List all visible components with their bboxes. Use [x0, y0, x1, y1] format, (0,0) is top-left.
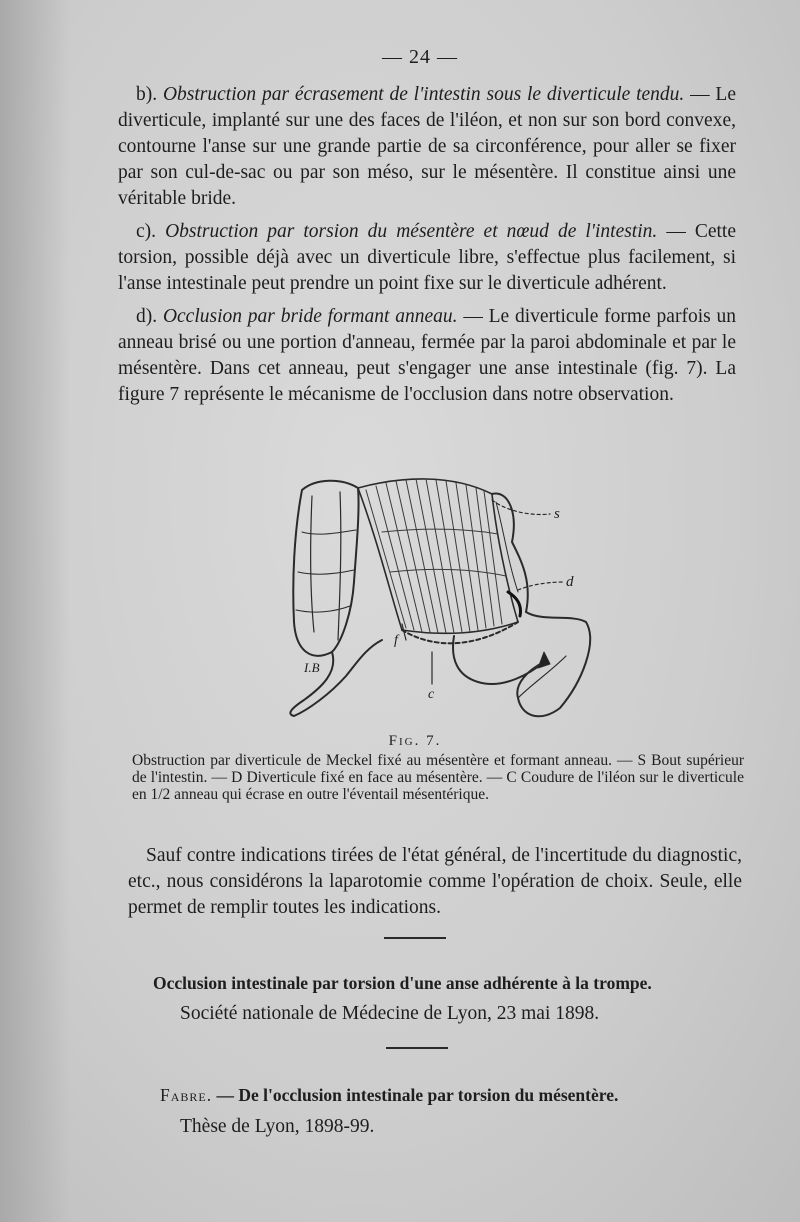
- left-intestine-loop: [293, 481, 358, 656]
- figure-title: [0, 733, 800, 750]
- reference-2-source: Thèse de Lyon, 1898-99.: [180, 1116, 375, 1137]
- figure-7-illustration: [282, 472, 598, 722]
- paragraph-d-heading: Occlusion par bride formant anneau.: [162, 306, 458, 327]
- conclusion-paragraph: [128, 843, 742, 921]
- paragraph-c-label: c).: [136, 221, 157, 242]
- divider-rule-2: [386, 1047, 448, 1049]
- conclusion-text: Sauf contre indications tirées de l'état général, de l'incertitude du diagnostic, etc., nous considérons la laparotomie comme l'opération de choix. Seule, elle permet de remplir toutes les indications.: [128, 845, 742, 918]
- right-intestine-loop: [453, 494, 590, 717]
- reference-1-source: Société nationale de Médecine de Lyon, 23 mai 1898.: [180, 1003, 600, 1024]
- figure-title-prefix: Fig.: [388, 733, 421, 749]
- reference-2-title: [160, 1085, 618, 1106]
- figure-title-number: 7.: [420, 733, 442, 749]
- body-text: [118, 82, 736, 408]
- reference-2-title-text: — De l'occlusion intestinale par torsion du mésentère.: [212, 1085, 619, 1105]
- paragraph-d-label: d).: [136, 306, 158, 327]
- figure-label-f: f: [394, 633, 398, 648]
- figure-caption: Obstruction par diverticule de Meckel fixé au mésentère et formant anneau. — S Bout supérieur de l'intestin. — D Diverticule fixé en face au mésentère. — C Coudure de l'iléon sur le diverticule en 1/2 anneau qui écrase en outre l'éventail mésentérique.: [132, 752, 744, 803]
- paragraph-c: [118, 219, 736, 297]
- figure-label-ib: I.B: [304, 660, 320, 675]
- paragraph-b-text: — Le diverticule, implanté sur une des faces de l'iléon, et non sur son bord convexe, contourne l'anse sur une grande partie de sa circonférence, pour aller se fixer par son cul-de-sac ou par son méso, sur le mésentère. Il constitue ainsi une véritable bride.: [118, 84, 736, 209]
- page-spine-shadow: [0, 0, 70, 1222]
- paragraph-b: [118, 82, 736, 212]
- figure-label-c: c: [428, 687, 435, 702]
- paragraph-d: [118, 304, 736, 408]
- paragraph-b-heading: Obstruction par écrasement de l'intestin sous le diverticule tendu.: [162, 84, 685, 105]
- page-number: — 24 —: [382, 46, 458, 68]
- paragraph-b-label: b).: [136, 84, 158, 105]
- divider-rule-1: [384, 937, 446, 939]
- reference-1-title: Occlusion intestinale par torsion d'une anse adhérente à la trompe.: [153, 973, 652, 993]
- figure-label-s: s: [554, 506, 560, 522]
- paragraph-d-text: — Le diverticule forme parfois un anneau brisé ou une portion d'anneau, fermée par la paroi abdominale et par le mésentère. Dans cet anneau, peut s'engager une anse intestinale (fig. 7). La figure 7 représente le mécanisme de l'occlusion dans notre observation.: [118, 306, 737, 405]
- figure-label-d: d: [566, 574, 574, 590]
- paragraph-c-heading: Obstruction par torsion du mésentère et nœud de l'intestin.: [165, 221, 658, 242]
- reference-2-author: Fabre.: [160, 1085, 213, 1105]
- paragraph-c-text: — Cette torsion, possible déjà avec un diverticule libre, s'effectue plus facilement, si l'anse intestinale peut prendre un point fixe sur le diverticule adhérent.: [118, 221, 736, 294]
